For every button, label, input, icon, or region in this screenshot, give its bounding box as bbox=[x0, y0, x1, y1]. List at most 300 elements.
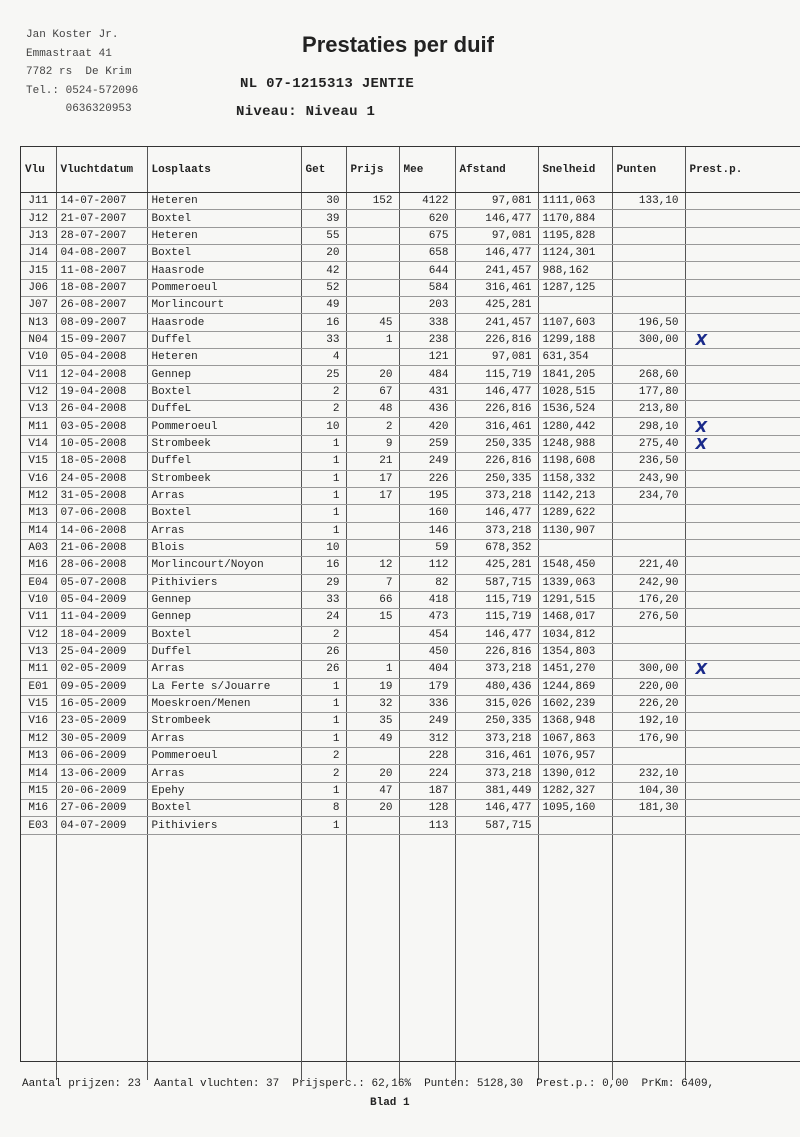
release-site-cell: Gennep bbox=[147, 591, 301, 608]
flight-date-cell: 05-07-2008 bbox=[56, 574, 147, 591]
points-cell: 221,40 bbox=[612, 557, 685, 574]
distance-cell: 381,449 bbox=[455, 782, 538, 799]
prize-cell: 7 bbox=[346, 574, 399, 591]
flight-date-cell: 05-04-2008 bbox=[56, 349, 147, 366]
prest-mark-cell bbox=[685, 626, 800, 643]
speed-cell: 1468,017 bbox=[538, 609, 612, 626]
table-row bbox=[21, 609, 800, 626]
participants-cell: 179 bbox=[399, 678, 455, 695]
empty-cell bbox=[455, 834, 538, 1080]
participants-cell: 195 bbox=[399, 487, 455, 504]
flight-date-cell: 03-05-2008 bbox=[56, 418, 147, 435]
points-cell: 300,00 bbox=[612, 661, 685, 678]
points-cell bbox=[612, 227, 685, 244]
flight-date-cell: 04-08-2007 bbox=[56, 245, 147, 262]
table-row bbox=[21, 539, 800, 556]
empty-cell bbox=[399, 834, 455, 1080]
prize-cell: 20 bbox=[346, 366, 399, 383]
flight-date-cell: 18-04-2009 bbox=[56, 626, 147, 643]
table-row bbox=[21, 678, 800, 695]
prest-mark-cell bbox=[685, 297, 800, 314]
entered-cell: 26 bbox=[301, 661, 346, 678]
prize-cell: 67 bbox=[346, 383, 399, 400]
points-cell bbox=[612, 349, 685, 366]
table-row bbox=[21, 193, 800, 210]
speed-cell: 1067,863 bbox=[538, 730, 612, 747]
participants-cell: 338 bbox=[399, 314, 455, 331]
prest-mark-cell bbox=[685, 366, 800, 383]
prize-cell: 15 bbox=[346, 609, 399, 626]
table-row bbox=[21, 661, 800, 678]
flight-code-cell: E03 bbox=[21, 817, 56, 834]
prize-cell: 9 bbox=[346, 435, 399, 452]
entered-cell: 1 bbox=[301, 470, 346, 487]
release-site-cell: Arras bbox=[147, 730, 301, 747]
prize-cell bbox=[346, 539, 399, 556]
page-title: Prestaties per duif bbox=[302, 32, 494, 57]
points-cell bbox=[612, 297, 685, 314]
prize-cell: 17 bbox=[346, 470, 399, 487]
entered-cell: 1 bbox=[301, 817, 346, 834]
prize-cell bbox=[346, 279, 399, 296]
prest-mark-cell bbox=[685, 730, 800, 747]
empty-cell bbox=[301, 834, 346, 1080]
release-site-cell: Arras bbox=[147, 487, 301, 504]
prize-cell: 152 bbox=[346, 193, 399, 210]
prest-mark-cell bbox=[685, 713, 800, 730]
points-cell: 220,00 bbox=[612, 678, 685, 695]
release-site-cell: Pommeroeul bbox=[147, 418, 301, 435]
participants-cell: 224 bbox=[399, 765, 455, 782]
flight-date-cell: 11-04-2009 bbox=[56, 609, 147, 626]
distance-cell: 316,461 bbox=[455, 279, 538, 296]
flight-code-cell: M16 bbox=[21, 557, 56, 574]
flight-code-cell: M13 bbox=[21, 505, 56, 522]
points-cell: 192,10 bbox=[612, 713, 685, 730]
prest-total: Prest.p.: 0,00 bbox=[536, 1078, 629, 1090]
flight-code-cell: V16 bbox=[21, 470, 56, 487]
prest-mark-cell bbox=[685, 643, 800, 660]
prest-mark-cell bbox=[685, 349, 800, 366]
distance-cell: 250,335 bbox=[455, 470, 538, 487]
speed-cell: 1111,063 bbox=[538, 193, 612, 210]
points-cell bbox=[612, 522, 685, 539]
flight-date-cell: 14-06-2008 bbox=[56, 522, 147, 539]
table-row bbox=[21, 349, 800, 366]
release-site-cell: Arras bbox=[147, 765, 301, 782]
points-cell bbox=[612, 245, 685, 262]
table-row bbox=[21, 262, 800, 279]
page-number: Blad 1 bbox=[370, 1097, 410, 1109]
release-site-cell: Duffel bbox=[147, 453, 301, 470]
distance-cell: 425,281 bbox=[455, 557, 538, 574]
prizes-count: Aantal prijzen: 23 bbox=[22, 1078, 141, 1090]
entered-cell: 42 bbox=[301, 262, 346, 279]
speed-cell: 631,354 bbox=[538, 349, 612, 366]
table-row bbox=[21, 470, 800, 487]
prest-mark-cell bbox=[685, 487, 800, 504]
prize-cell: 20 bbox=[346, 800, 399, 817]
participants-cell: 121 bbox=[399, 349, 455, 366]
flight-date-cell: 19-04-2008 bbox=[56, 383, 147, 400]
table-row bbox=[21, 522, 800, 539]
entered-cell: 1 bbox=[301, 487, 346, 504]
entered-cell: 2 bbox=[301, 401, 346, 418]
distance-cell: 587,715 bbox=[455, 817, 538, 834]
flight-code-cell: M11 bbox=[21, 418, 56, 435]
release-site-cell: Duffel bbox=[147, 643, 301, 660]
table-row bbox=[21, 505, 800, 522]
prest-mark-cell bbox=[685, 574, 800, 591]
flight-date-cell: 26-04-2008 bbox=[56, 401, 147, 418]
table-row bbox=[21, 713, 800, 730]
flight-code-cell: V12 bbox=[21, 383, 56, 400]
entered-cell: 10 bbox=[301, 418, 346, 435]
entered-cell: 26 bbox=[301, 643, 346, 660]
results-table bbox=[21, 147, 800, 1080]
prize-cell bbox=[346, 748, 399, 765]
distance-cell: 146,477 bbox=[455, 210, 538, 227]
flight-date-cell: 24-05-2008 bbox=[56, 470, 147, 487]
owner-name: Jan Koster Jr. bbox=[26, 29, 119, 41]
flight-date-cell: 09-05-2009 bbox=[56, 678, 147, 695]
participants-cell: 675 bbox=[399, 227, 455, 244]
release-site-cell: Strombeek bbox=[147, 470, 301, 487]
release-site-cell: Heteren bbox=[147, 349, 301, 366]
entered-cell: 1 bbox=[301, 782, 346, 799]
table-row bbox=[21, 557, 800, 574]
flight-code-cell: J14 bbox=[21, 245, 56, 262]
prest-mark-cell bbox=[685, 800, 800, 817]
speed-cell bbox=[538, 539, 612, 556]
table-row bbox=[21, 383, 800, 400]
flight-date-cell: 14-07-2007 bbox=[56, 193, 147, 210]
points-cell: 196,50 bbox=[612, 314, 685, 331]
participants-cell: 418 bbox=[399, 591, 455, 608]
table-header-row bbox=[21, 147, 800, 193]
flight-date-cell: 28-07-2007 bbox=[56, 227, 147, 244]
release-site-cell: Haasrode bbox=[147, 262, 301, 279]
prize-cell: 32 bbox=[346, 695, 399, 712]
distance-cell: 425,281 bbox=[455, 297, 538, 314]
flight-code-cell: M14 bbox=[21, 522, 56, 539]
flight-code-cell: V11 bbox=[21, 609, 56, 626]
col-header: Mee bbox=[399, 147, 455, 193]
prest-mark-cell bbox=[685, 401, 800, 418]
entered-cell: 30 bbox=[301, 193, 346, 210]
points-cell: 213,80 bbox=[612, 401, 685, 418]
points-cell bbox=[612, 748, 685, 765]
col-header: Vluchtdatum bbox=[56, 147, 147, 193]
distance-cell: 373,218 bbox=[455, 487, 538, 504]
participants-cell: 644 bbox=[399, 262, 455, 279]
release-site-cell: Epehy bbox=[147, 782, 301, 799]
entered-cell: 39 bbox=[301, 210, 346, 227]
distance-cell: 373,218 bbox=[455, 522, 538, 539]
table-row bbox=[21, 695, 800, 712]
col-header: Prest.p. bbox=[685, 147, 800, 193]
participants-cell: 620 bbox=[399, 210, 455, 227]
flight-code-cell: M15 bbox=[21, 782, 56, 799]
distance-cell: 226,816 bbox=[455, 401, 538, 418]
prize-cell: 17 bbox=[346, 487, 399, 504]
points-cell bbox=[612, 539, 685, 556]
flight-code-cell: V13 bbox=[21, 643, 56, 660]
flight-code-cell: J06 bbox=[21, 279, 56, 296]
flight-date-cell: 18-05-2008 bbox=[56, 453, 147, 470]
empty-cell bbox=[685, 834, 800, 1080]
entered-cell: 1 bbox=[301, 713, 346, 730]
owner-street: Emmastraat 41 bbox=[26, 47, 112, 60]
prize-cell bbox=[346, 522, 399, 539]
flight-code-cell: V10 bbox=[21, 349, 56, 366]
points-cell: 226,20 bbox=[612, 695, 685, 712]
points-cell: 232,10 bbox=[612, 765, 685, 782]
speed-cell: 1289,622 bbox=[538, 505, 612, 522]
participants-cell: 113 bbox=[399, 817, 455, 834]
points-cell: 300,00 bbox=[612, 331, 685, 348]
speed-cell: 1339,063 bbox=[538, 574, 612, 591]
release-site-cell: Arras bbox=[147, 661, 301, 678]
points-cell: 298,10 bbox=[612, 418, 685, 435]
distance-cell: 97,081 bbox=[455, 193, 538, 210]
empty-cell bbox=[346, 834, 399, 1080]
prest-mark-cell bbox=[685, 695, 800, 712]
table-row bbox=[21, 331, 800, 348]
prest-mark-cell bbox=[685, 539, 800, 556]
pigeon-id: NL 07-1215313 JENTIE bbox=[240, 76, 415, 92]
prest-mark-cell: X bbox=[685, 331, 800, 348]
prize-cell: 66 bbox=[346, 591, 399, 608]
release-site-cell: Strombeek bbox=[147, 713, 301, 730]
results-table-wrapper bbox=[20, 146, 800, 1062]
distance-cell: 146,477 bbox=[455, 626, 538, 643]
prest-mark-cell bbox=[685, 227, 800, 244]
distance-cell: 241,457 bbox=[455, 262, 538, 279]
points-cell: 242,90 bbox=[612, 574, 685, 591]
flight-code-cell: A03 bbox=[21, 539, 56, 556]
distance-cell: 587,715 bbox=[455, 574, 538, 591]
release-site-cell: Heteren bbox=[147, 193, 301, 210]
release-site-cell: Duffel bbox=[147, 331, 301, 348]
distance-cell: 146,477 bbox=[455, 245, 538, 262]
speed-cell: 1095,160 bbox=[538, 800, 612, 817]
points-cell: 234,70 bbox=[612, 487, 685, 504]
participants-cell: 404 bbox=[399, 661, 455, 678]
release-site-cell: Heteren bbox=[147, 227, 301, 244]
speed-cell: 1282,327 bbox=[538, 782, 612, 799]
speed-cell bbox=[538, 297, 612, 314]
entered-cell: 25 bbox=[301, 366, 346, 383]
prize-cell bbox=[346, 626, 399, 643]
speed-cell: 1195,828 bbox=[538, 227, 612, 244]
col-header: Losplaats bbox=[147, 147, 301, 193]
entered-cell: 33 bbox=[301, 591, 346, 608]
distance-cell: 678,352 bbox=[455, 539, 538, 556]
prize-cell bbox=[346, 297, 399, 314]
distance-cell: 315,026 bbox=[455, 695, 538, 712]
entered-cell: 1 bbox=[301, 678, 346, 695]
participants-cell: 112 bbox=[399, 557, 455, 574]
distance-cell: 316,461 bbox=[455, 748, 538, 765]
speed-cell: 1451,270 bbox=[538, 661, 612, 678]
points-cell: 236,50 bbox=[612, 453, 685, 470]
flight-date-cell: 26-08-2007 bbox=[56, 297, 147, 314]
prest-mark-cell bbox=[685, 557, 800, 574]
entered-cell: 1 bbox=[301, 730, 346, 747]
points-cell: 181,30 bbox=[612, 800, 685, 817]
participants-cell: 431 bbox=[399, 383, 455, 400]
speed-cell: 1280,442 bbox=[538, 418, 612, 435]
entered-cell: 2 bbox=[301, 383, 346, 400]
table-row bbox=[21, 314, 800, 331]
prest-mark-cell bbox=[685, 678, 800, 695]
table-row bbox=[21, 297, 800, 314]
entered-cell: 49 bbox=[301, 297, 346, 314]
participants-cell: 160 bbox=[399, 505, 455, 522]
points-cell: 133,10 bbox=[612, 193, 685, 210]
table-row bbox=[21, 453, 800, 470]
prize-cell bbox=[346, 349, 399, 366]
points-cell: 177,80 bbox=[612, 383, 685, 400]
points-cell bbox=[612, 262, 685, 279]
summary-footer bbox=[22, 1078, 800, 1090]
participants-cell: 450 bbox=[399, 643, 455, 660]
participants-cell: 312 bbox=[399, 730, 455, 747]
participants-cell: 226 bbox=[399, 470, 455, 487]
distance-cell: 373,218 bbox=[455, 765, 538, 782]
speed-cell: 1034,812 bbox=[538, 626, 612, 643]
release-site-cell: Morlincourt bbox=[147, 297, 301, 314]
release-site-cell: La Ferte s/Jouarre bbox=[147, 678, 301, 695]
release-site-cell: Boxtel bbox=[147, 505, 301, 522]
speed-cell: 1158,332 bbox=[538, 470, 612, 487]
prest-mark-cell: X bbox=[685, 661, 800, 678]
prest-mark-cell bbox=[685, 591, 800, 608]
flight-date-cell: 12-04-2008 bbox=[56, 366, 147, 383]
participants-cell: 238 bbox=[399, 331, 455, 348]
prest-mark-cell bbox=[685, 193, 800, 210]
entered-cell: 24 bbox=[301, 609, 346, 626]
participants-cell: 146 bbox=[399, 522, 455, 539]
distance-cell: 146,477 bbox=[455, 505, 538, 522]
participants-cell: 473 bbox=[399, 609, 455, 626]
speed-cell: 1354,803 bbox=[538, 643, 612, 660]
entered-cell: 33 bbox=[301, 331, 346, 348]
prest-mark-cell bbox=[685, 817, 800, 834]
flight-date-cell: 23-05-2009 bbox=[56, 713, 147, 730]
flight-date-cell: 08-09-2007 bbox=[56, 314, 147, 331]
flight-code-cell: M16 bbox=[21, 800, 56, 817]
distance-cell: 146,477 bbox=[455, 800, 538, 817]
col-header: Afstand bbox=[455, 147, 538, 193]
prest-mark-cell bbox=[685, 314, 800, 331]
flight-date-cell: 13-06-2009 bbox=[56, 765, 147, 782]
participants-cell: 584 bbox=[399, 279, 455, 296]
flight-date-cell: 21-06-2008 bbox=[56, 539, 147, 556]
distance-cell: 480,436 bbox=[455, 678, 538, 695]
flight-code-cell: N04 bbox=[21, 331, 56, 348]
speed-cell: 1291,515 bbox=[538, 591, 612, 608]
entered-cell: 16 bbox=[301, 557, 346, 574]
table-row bbox=[21, 765, 800, 782]
prize-cell: 45 bbox=[346, 314, 399, 331]
table-row bbox=[21, 227, 800, 244]
participants-cell: 249 bbox=[399, 713, 455, 730]
flight-date-cell: 15-09-2007 bbox=[56, 331, 147, 348]
entered-cell: 52 bbox=[301, 279, 346, 296]
participants-cell: 4122 bbox=[399, 193, 455, 210]
prest-mark-cell bbox=[685, 748, 800, 765]
speed-cell: 1548,450 bbox=[538, 557, 612, 574]
prize-cell: 21 bbox=[346, 453, 399, 470]
speed-cell: 1028,515 bbox=[538, 383, 612, 400]
prize-cell bbox=[346, 210, 399, 227]
release-site-cell: Haasrode bbox=[147, 314, 301, 331]
entered-cell: 20 bbox=[301, 245, 346, 262]
speed-cell bbox=[538, 817, 612, 834]
prest-mark-cell bbox=[685, 765, 800, 782]
col-header: Prijs bbox=[346, 147, 399, 193]
prize-cell: 49 bbox=[346, 730, 399, 747]
participants-cell: 228 bbox=[399, 748, 455, 765]
prest-mark-cell bbox=[685, 522, 800, 539]
distance-cell: 226,816 bbox=[455, 331, 538, 348]
release-site-cell: Moeskroen/Menen bbox=[147, 695, 301, 712]
prest-mark-cell bbox=[685, 505, 800, 522]
prize-cell: 20 bbox=[346, 765, 399, 782]
flight-code-cell: V11 bbox=[21, 366, 56, 383]
prest-mark-cell: X bbox=[685, 418, 800, 435]
flight-code-cell: J07 bbox=[21, 297, 56, 314]
prize-cell bbox=[346, 227, 399, 244]
flight-code-cell: V13 bbox=[21, 401, 56, 418]
speed-cell: 1130,907 bbox=[538, 522, 612, 539]
participants-cell: 203 bbox=[399, 297, 455, 314]
distance-cell: 226,816 bbox=[455, 453, 538, 470]
points-cell bbox=[612, 626, 685, 643]
owner-phone: Tel.: 0524-572096 bbox=[26, 84, 139, 97]
speed-cell: 1198,608 bbox=[538, 453, 612, 470]
participants-cell: 187 bbox=[399, 782, 455, 799]
entered-cell: 8 bbox=[301, 800, 346, 817]
prize-cell: 2 bbox=[346, 418, 399, 435]
prize-percentage: Prijsperc.: 62,16% bbox=[292, 1078, 412, 1090]
table-row bbox=[21, 245, 800, 262]
table-row bbox=[21, 210, 800, 227]
flight-code-cell: J12 bbox=[21, 210, 56, 227]
table-row bbox=[21, 748, 800, 765]
points-cell bbox=[612, 210, 685, 227]
prize-cell: 19 bbox=[346, 678, 399, 695]
flight-code-cell: V14 bbox=[21, 435, 56, 452]
table-row bbox=[21, 800, 800, 817]
flight-date-cell: 07-06-2008 bbox=[56, 505, 147, 522]
prest-mark-cell bbox=[685, 262, 800, 279]
flight-code-cell: V15 bbox=[21, 453, 56, 470]
points-cell bbox=[612, 505, 685, 522]
participants-cell: 436 bbox=[399, 401, 455, 418]
table-row bbox=[21, 591, 800, 608]
flight-code-cell: M12 bbox=[21, 730, 56, 747]
table-row bbox=[21, 626, 800, 643]
flight-code-cell: E01 bbox=[21, 678, 56, 695]
points-total: Punten: 5128,30 bbox=[424, 1078, 524, 1090]
table-row bbox=[21, 366, 800, 383]
table-row bbox=[21, 782, 800, 799]
points-cell: 276,50 bbox=[612, 609, 685, 626]
release-site-cell: Pithiviers bbox=[147, 574, 301, 591]
